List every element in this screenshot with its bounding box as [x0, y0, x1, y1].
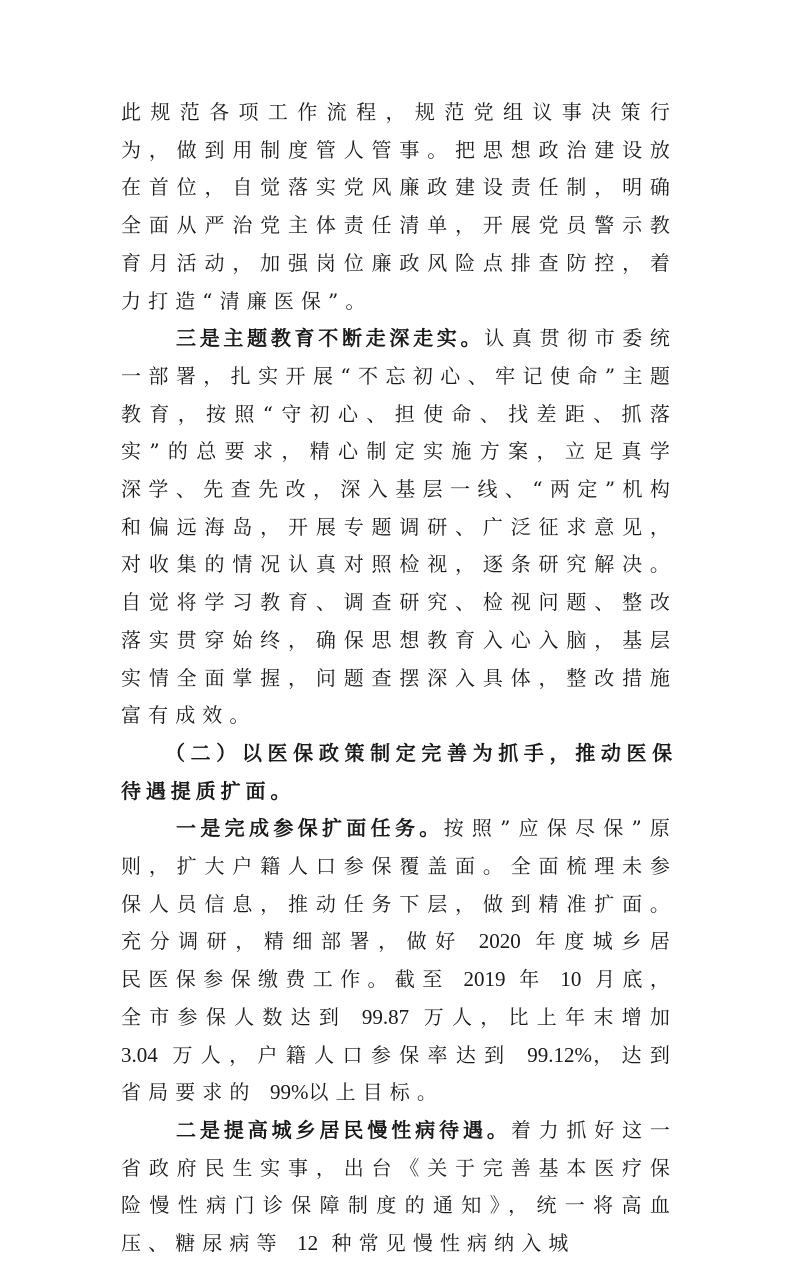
text-segment: 种常见慢性病纳入城 — [318, 1231, 576, 1256]
paragraph-lead-heading: 三是主题教育不断走深走实。 — [176, 326, 485, 351]
paragraph-lead-heading: 一是完成参保扩面任务。 — [176, 816, 444, 841]
paragraph-chronic-disease — [121, 1112, 677, 1263]
number-month-10: 10 — [560, 967, 582, 992]
number-target-rate: 99% — [269, 1080, 309, 1105]
text-segment: 年 — [505, 967, 561, 992]
paragraph-text: 此规范各项工作流程，规范党组议事决策行为，做到用制度管人管事。把思想政治建设放在首位，自觉落实党风廉政建设责任制，明确全面从严治党主体责任清单，开展党员警示教育月活动，加强岗位廉政风险点排查防控，着力打造“清廉医保”。 — [121, 100, 677, 313]
paragraph-enrollment-expansion — [121, 810, 677, 1112]
text-segment: 年度城乡居民医保参保缴费工作。截至 — [121, 929, 677, 992]
text-segment: 按照”应保尽保”原则，扩大户籍人口参保覆盖面。全面梳理未参保人员信息，推动任务下层，做到精准扩面。充分调研，精细部署，做好 — [121, 816, 678, 954]
text-segment: ，达到省局要求的 — [121, 1042, 677, 1105]
text-segment: 月底，全市参保人数达到 — [121, 967, 677, 1029]
number-insured-total: 99.87 — [361, 1004, 410, 1029]
paragraph-theme-education — [121, 320, 677, 735]
paragraph-party-conduct — [121, 94, 677, 320]
document-page — [121, 94, 677, 1263]
number-disease-count: 12 — [297, 1231, 319, 1256]
text-segment: 着力抓好这一省政府民生实事，出台《关于完善基本医疗保险慢性病门诊保障制度的通知》，统一将高血压、糖尿病等 — [121, 1117, 677, 1256]
paragraph-text: 认真贯彻市委统一部署，扎实开展“不忘初心、牢记使命”主题教育，按照“守初心、担使命、找差距、抓落实”的总要求，精心制定实施方案，立足真学深学、先查先改，深入基层一线、“两定”机构和偏远海岛，开展专题调研、广泛征求意见，对收集的情况认真对照检视，逐条研究解决。自觉将学习教育、调查研究、检视问题、整改落实贯穿始终，确保思想教育入心入脑，基层实情全面掌握，问题查摆深入具体，整改措施富有成效。 — [121, 326, 677, 728]
text-segment: 以上目标。 — [308, 1080, 444, 1105]
number-enrollment-rate: 99.12% — [527, 1042, 592, 1067]
text-segment: 万人，户籍人口参保率达到 — [157, 1042, 528, 1067]
number-year-2019: 2019 — [463, 967, 506, 992]
number-year-2020: 2020 — [478, 929, 521, 954]
paragraph-lead-heading: 二是提高城乡居民慢性病待遇。 — [176, 1117, 511, 1142]
section-heading-2: （二）以医保政策制定完善为抓手，推动医保待遇提质扩面。 — [121, 740, 677, 803]
text-segment: 万人，比上年末增加 — [409, 1004, 677, 1029]
number-insured-increase: 3.04 — [121, 1042, 158, 1067]
